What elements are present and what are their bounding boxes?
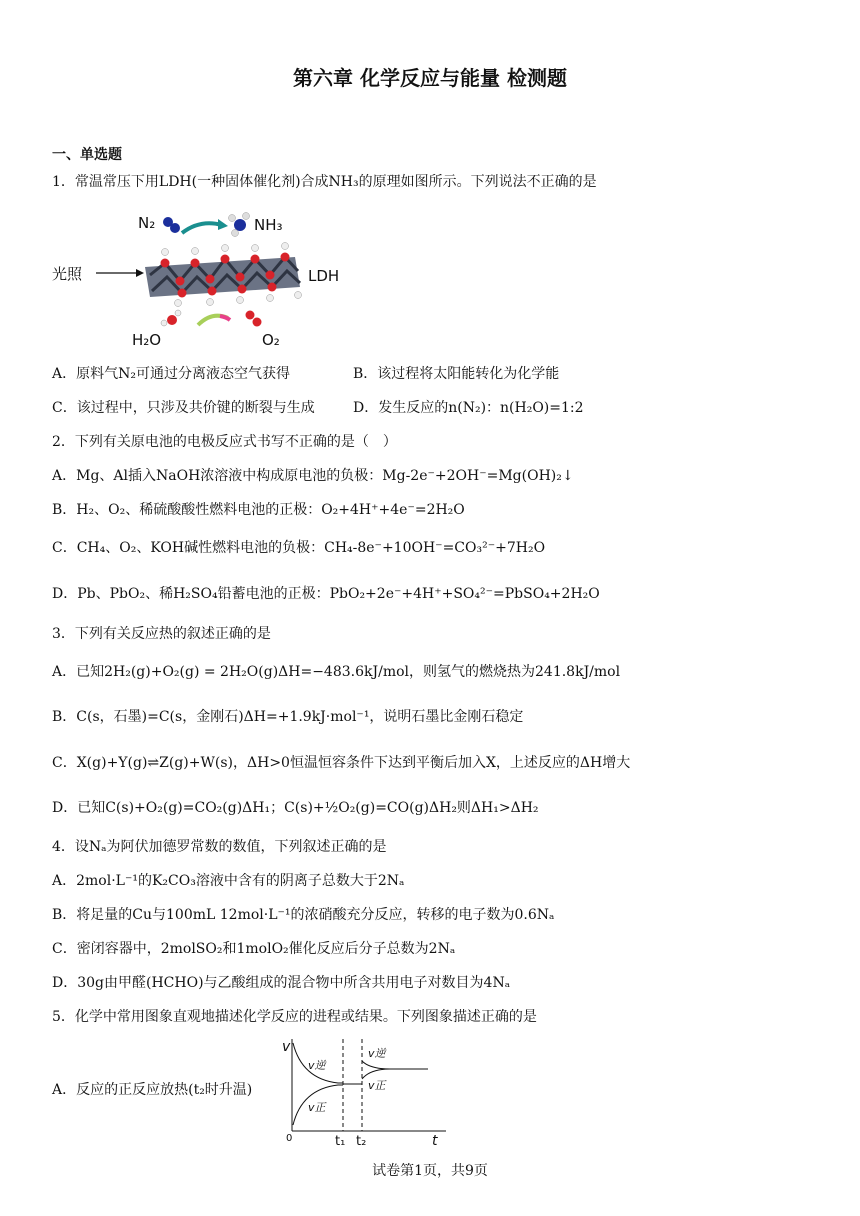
page-title: 第六章 化学反应与能量 检测题 (293, 66, 567, 90)
q3-option-a: A．已知2H₂(g)+O₂(g) = 2H₂O(g)ΔH=−483.6kJ/mol，则氢气的燃烧热为241.8kJ/mol (52, 664, 621, 680)
section-heading: 一、单选题 (52, 147, 122, 163)
q4-option-b: B．将足量的Cu与100mL 12mol·L⁻¹的浓硝酸充分反应，转移的电子数为0.6Nₐ (52, 907, 555, 923)
graph-v-axis-label: v (282, 1039, 291, 1055)
o2-molecule (246, 311, 255, 320)
q5-option-a: A．反应的正反应放热(t₂时升温) (52, 1082, 253, 1098)
q4-stem: 4．设Nₐ为阿伏加德罗常数的数值，下列叙述正确的是 (52, 839, 387, 855)
v-forward-after-t2 (362, 1069, 390, 1079)
q3-option-c: C．X(g)+Y(g)⇌Z(g)+W(s)，ΔH>0恒温恒容条件下达到平衡后加入X，上述反应的ΔH增大 (52, 755, 631, 771)
q2-stem: 2．下列有关原电池的电极反应式书写不正确的是（ ） (52, 434, 397, 450)
n2-to-nh3-arrow (182, 223, 222, 233)
v-reverse-after-t2 (362, 1061, 428, 1069)
light-label: 光照 (52, 265, 83, 283)
q4-option-c: C．密闭容器中，2molSO₂和1molO₂催化反应后分子总数为2Nₐ (52, 941, 456, 957)
v-reverse-label-2: v逆 (368, 1047, 386, 1060)
q1-option-c: C．该过程中，只涉及共价键的断裂与生成 (52, 400, 315, 416)
graph-origin-label: 0 (286, 1133, 293, 1144)
graph-t-axis-label: t (432, 1133, 438, 1147)
ldh-synthesis-diagram (50, 205, 350, 350)
q1-option-d: D．发生反应的n(N₂)：n(H₂O)=1:2 (353, 400, 584, 416)
q4-option-a: A．2mol·L⁻¹的K₂CO₃溶液中含有的阴离子总数大于2Nₐ (52, 873, 405, 889)
ldh-lattice (145, 243, 302, 307)
q1-option-a: A．原料气N₂可通过分离液态空气获得 (52, 366, 290, 382)
q1-stem: 1．常温常压下用LDH(一种固体催化剂)合成NH₃的原理如图所示。下列说法不正确的是 (52, 174, 597, 190)
v-reverse-label-1: v逆 (308, 1059, 326, 1072)
n2-label: N₂ (138, 214, 156, 232)
o2-label: O₂ (262, 331, 280, 349)
q1-option-b: B．该过程将太阳能转化为化学能 (353, 366, 560, 382)
q2-option-b: B．H₂、O₂、稀硫酸酸性燃料电池的正极：O₂+4H⁺+4e⁻=2H₂O (52, 502, 465, 518)
q2-option-d: D．Pb、PbO₂、稀H₂SO₄铅蓄电池的正极：PbO₂+2e⁻+4H⁺+SO₄²⁻=PbSO₄+2H₂O (52, 586, 600, 602)
t2-tick-label: t₂ (356, 1134, 367, 1147)
q3-stem: 3．下列有关反应热的叙述正确的是 (52, 626, 271, 642)
q3-option-d: D．已知C(s)+O₂(g)=CO₂(g)ΔH₁；C(s)+½O₂(g)=CO(g)ΔH₂则ΔH₁>ΔH₂ (52, 800, 539, 816)
q4-option-d: D．30g由甲醛(HCHO)与乙酸组成的混合物中所含共用电子对数目为4Nₐ (52, 975, 511, 991)
q3-option-b: B．C(s，石墨)=C(s，金刚石)ΔH=+1.9kJ·mol⁻¹，说明石墨比金刚石稳定 (52, 709, 524, 725)
ldh-label: LDH (308, 267, 340, 285)
h2o-molecule (167, 315, 177, 325)
t1-tick-label: t₁ (335, 1134, 346, 1147)
nh3-label: NH₃ (254, 216, 283, 234)
h2o-label: H₂O (132, 331, 162, 349)
q5-stem: 5．化学中常用图象直观地描述化学反应的进程或结果。下列图象描述正确的是 (52, 1009, 537, 1025)
v-forward-label-1: v正 (308, 1101, 326, 1114)
page-footer: 试卷第1页，共9页 (372, 1163, 488, 1179)
v-forward-label-2: v正 (368, 1079, 386, 1092)
q2-option-c: C．CH₄、O₂、KOH碱性燃料电池的负极：CH₄-8e⁻+10OH⁻=CO₃²⁻+7H₂O (52, 540, 546, 556)
rate-time-graph (280, 1035, 450, 1147)
nh3-molecule (234, 219, 246, 231)
q2-option-a: A．Mg、Al插入NaOH浓溶液中构成原电池的负极：Mg-2e⁻+2OH⁻=Mg(OH)₂↓ (52, 468, 574, 484)
